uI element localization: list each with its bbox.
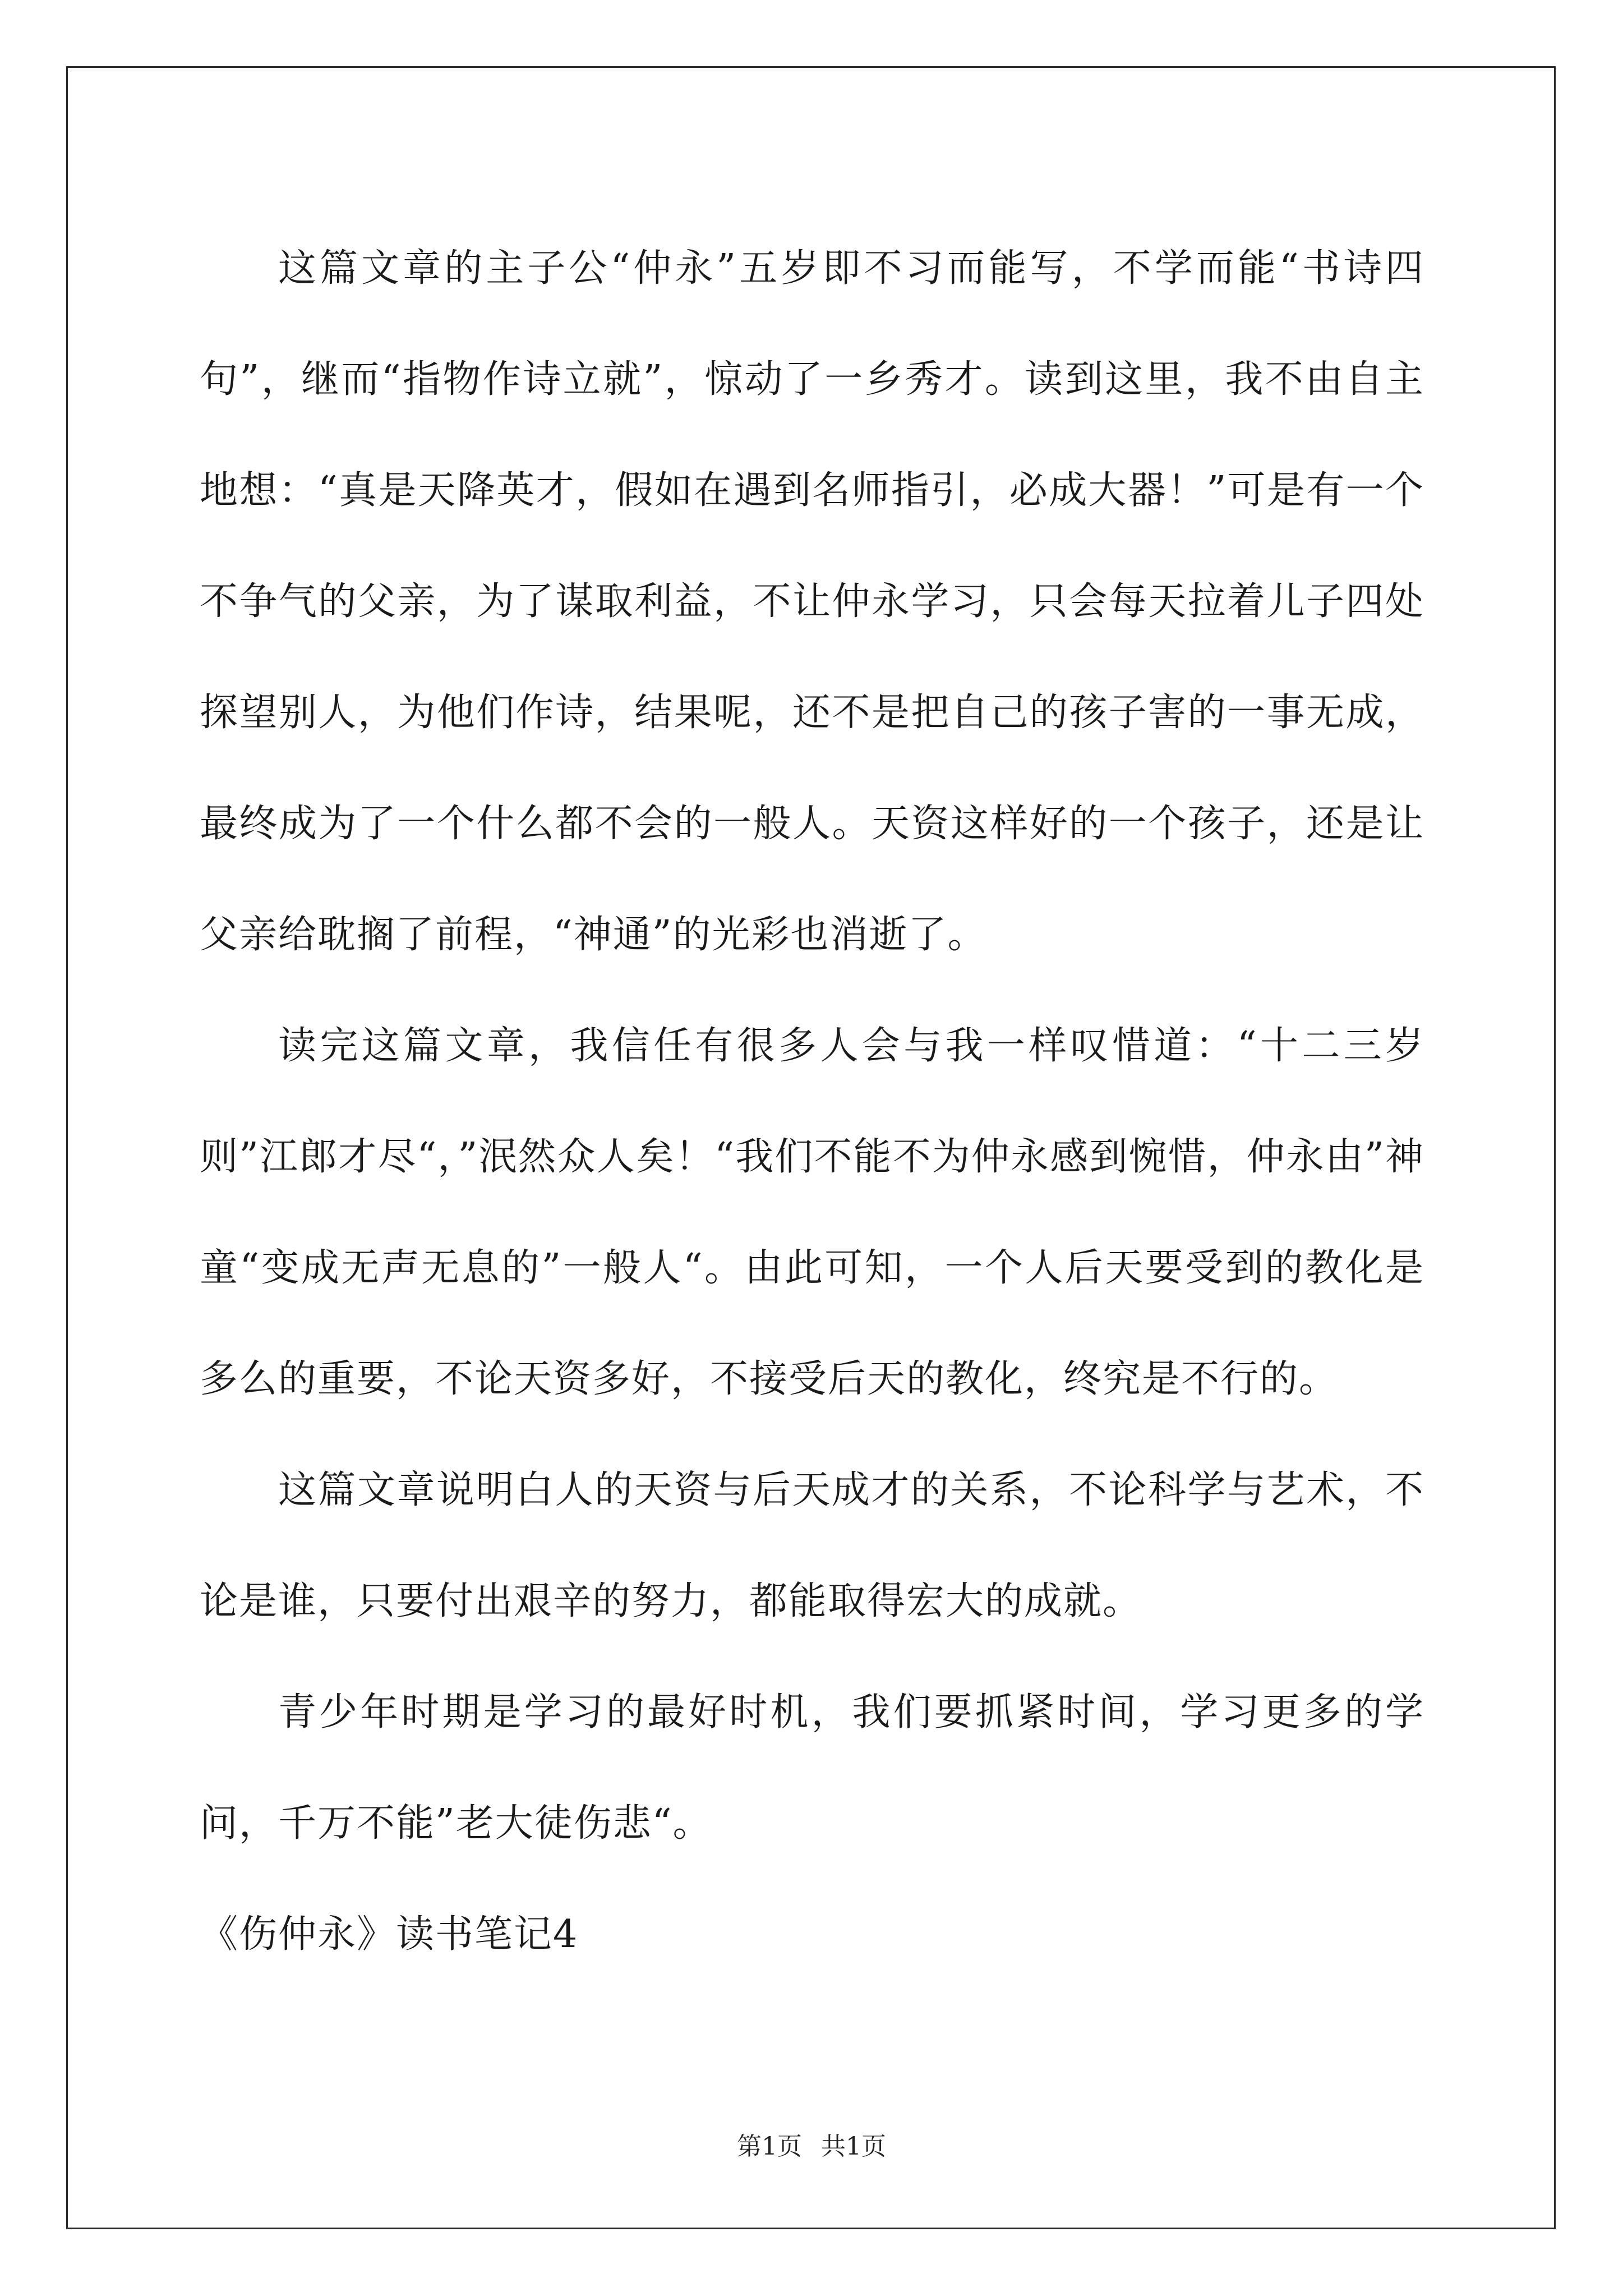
paragraph-1: 这篇文章的主子公“仲永”五岁即不习而能写，不学而能“书诗四句”，继而“指物作诗立就”，惊动了一乡秀才。读到这里，我不由自主地想：“真是天降英才，假如在遇到名师指引，必成大器！”可是有一个不争气的父亲，为了谋取利益，不让仲永学习，只会每天拉着儿子四处探望别人，为他们作诗，结果呢，还不是把自己的孩子害的一事无成，最终成为了一个什么都不会的一般人。天资这样好的一个孩子，还是让父亲给耽搁了前程，“神通”的光彩也消逝了。: [200, 246, 1424, 957]
paragraph-3: 这篇文章说明白人的天资与后天成才的关系，不论科学与艺术，不论是谁，只要付出艰辛的努力，都能取得宏大的成就。: [200, 1468, 1424, 1623]
page-total: 共1页: [821, 2132, 886, 2161]
document-body: [200, 213, 1424, 1990]
paragraph-4: 青少年时期是学习的最好时机，我们要抓紧时间，学习更多的学问，千万不能”老大徒伤悲“。: [200, 1690, 1424, 1846]
page-footer: [0, 2126, 1623, 2162]
paragraph-2: 读完这篇文章，我信任有很多人会与我一样叹惜道：“十二三岁则”江郎才尽“，”泯然众人矣！“我们不能不为仲永感到惋惜，仲永由”神童“变成无声无息的”一般人“。由此可知，一个人后天要受到的教化是多么的重要，不论天资多好，不接受后天的教化，终究是不行的。: [200, 1024, 1425, 1401]
section-heading: 《伤仲永》读书笔记4: [200, 1912, 579, 1957]
page-number: 第1页: [737, 2132, 802, 2161]
